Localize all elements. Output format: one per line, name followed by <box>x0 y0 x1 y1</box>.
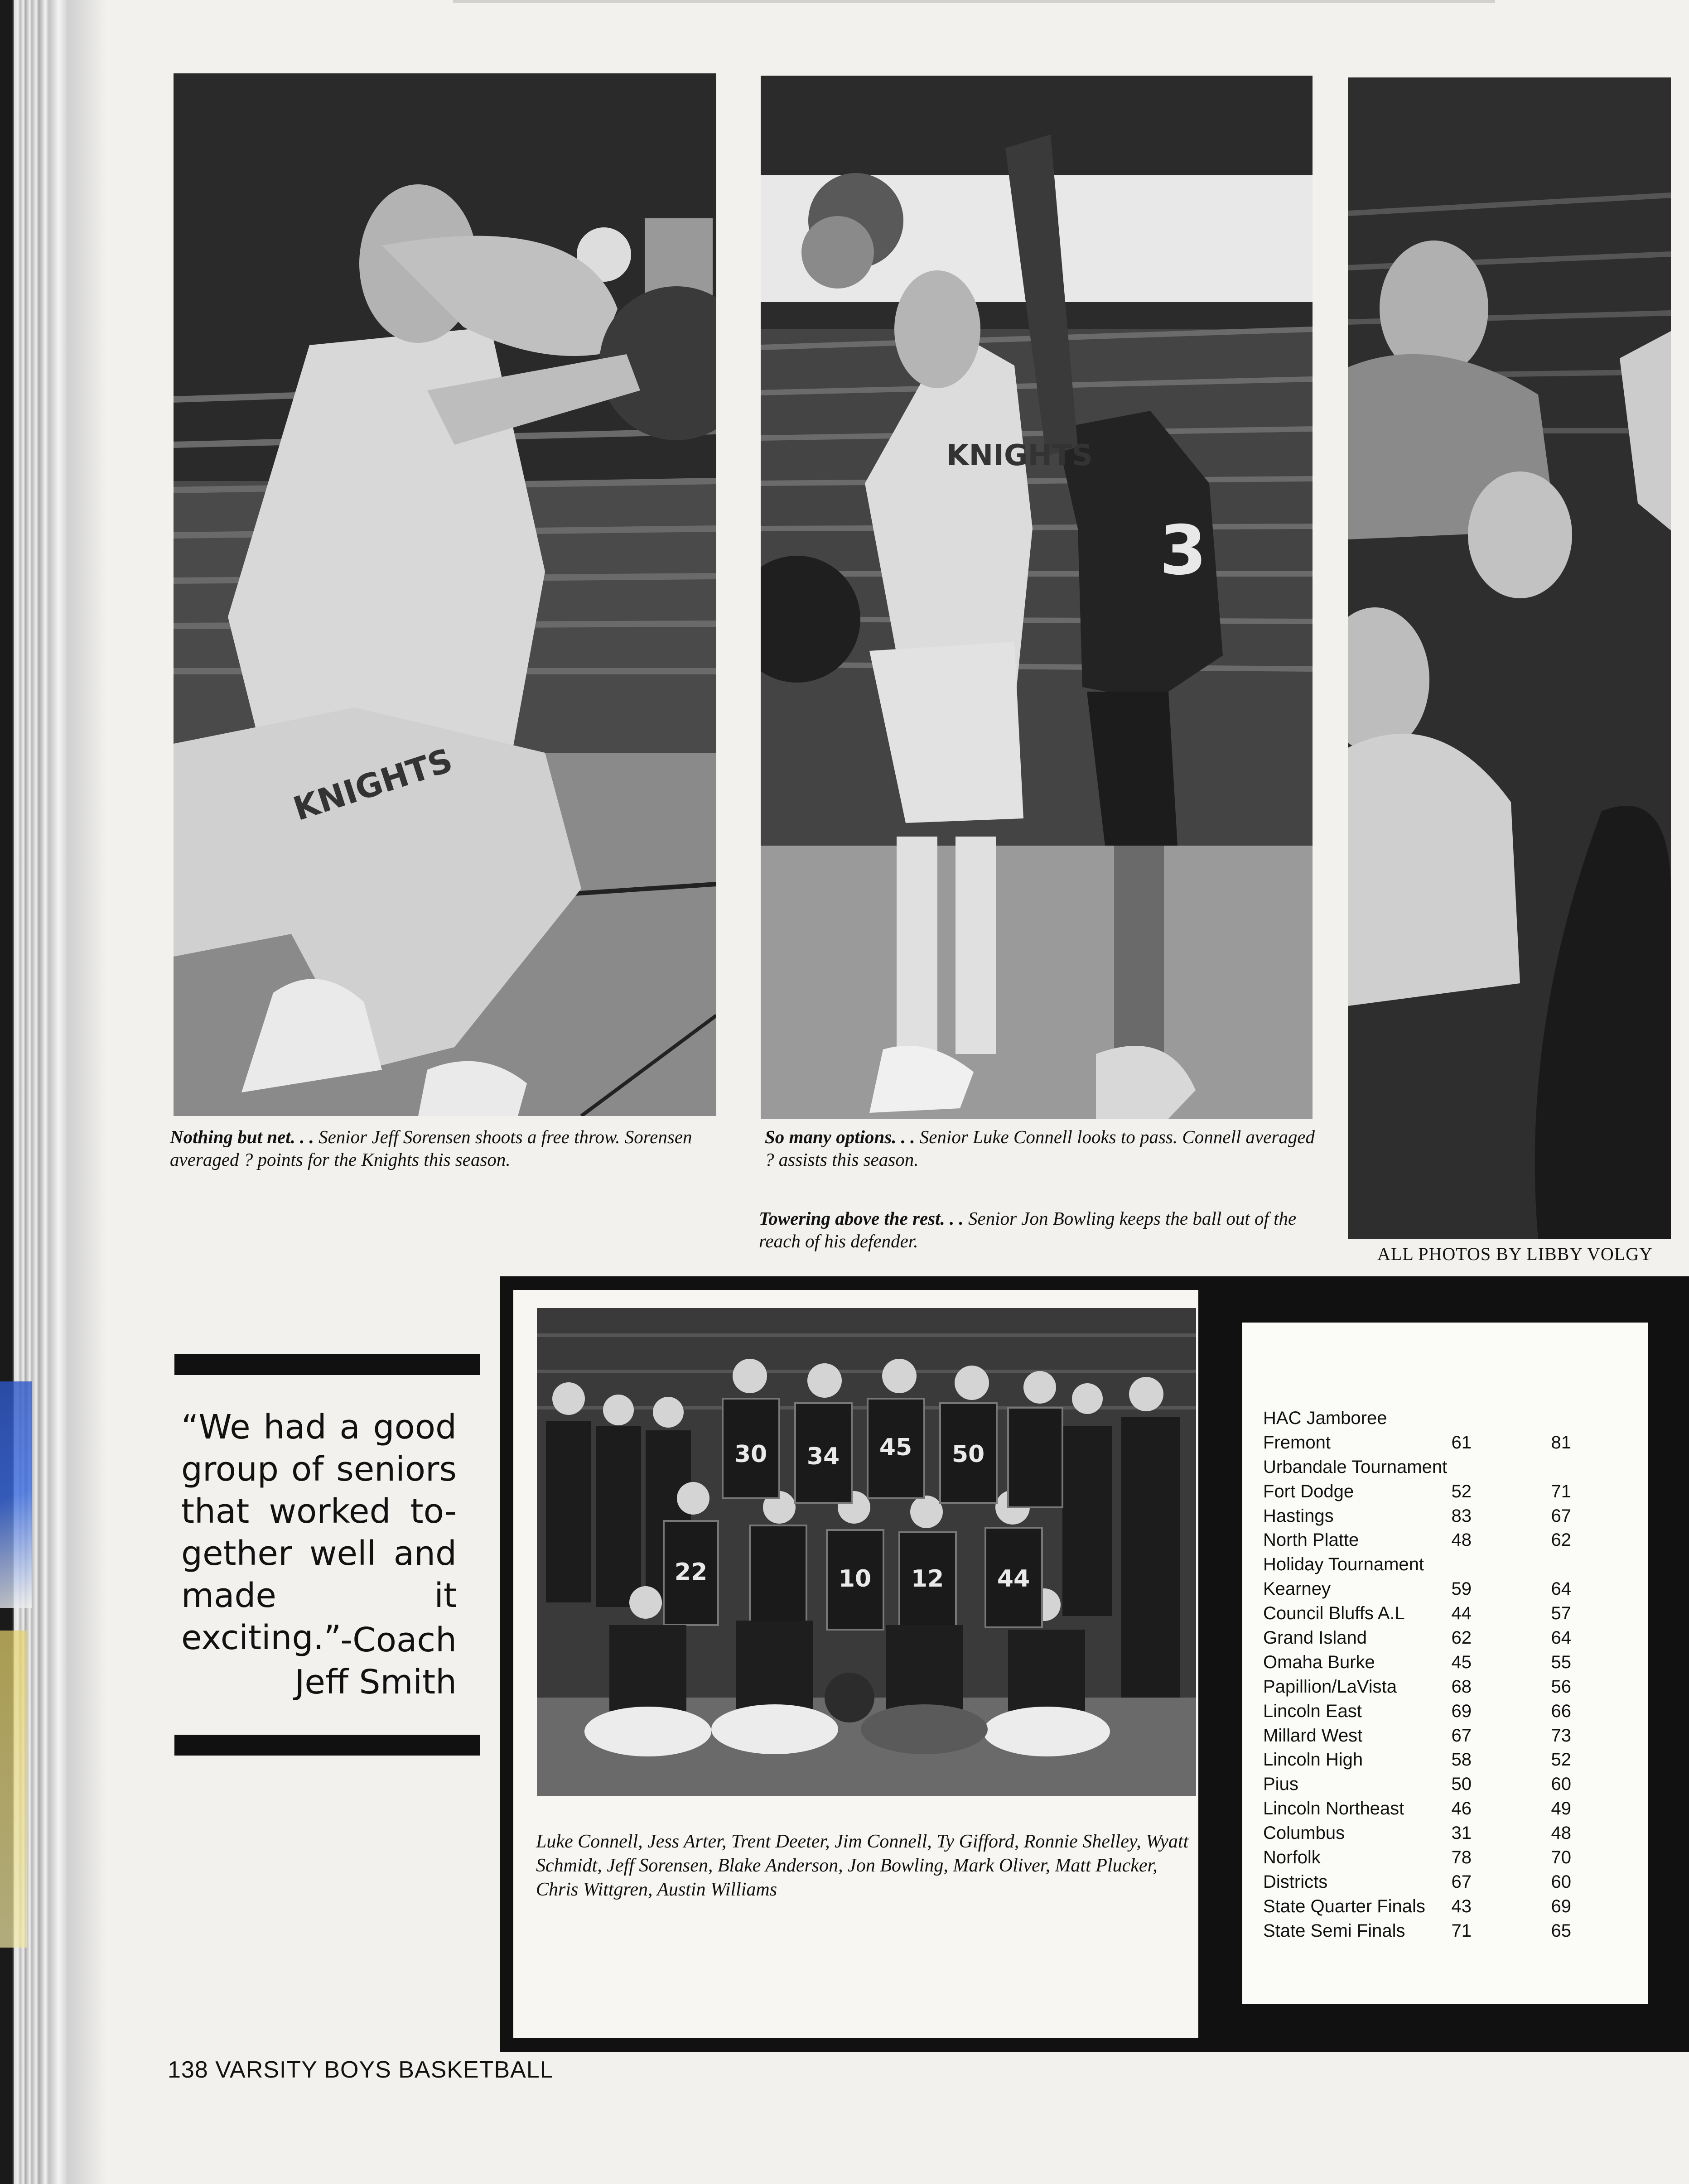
quote-bottom-bar <box>174 1735 480 1756</box>
score-knights: 69 <box>1451 1701 1472 1721</box>
score-knights: 62 <box>1451 1628 1472 1648</box>
photo-looks-to-pass <box>761 76 1313 1119</box>
score-opponent: 48 <box>1551 1823 1571 1843</box>
opponent: Holiday Tournament <box>1263 1554 1424 1575</box>
score-opponent: 70 <box>1551 1847 1571 1868</box>
score-opponent: 81 <box>1551 1432 1571 1453</box>
photo-towering <box>1348 77 1671 1239</box>
score-opponent: 73 <box>1551 1725 1571 1746</box>
page-footer: 138 VARSITY BOYS BASKETBALL <box>168 2057 554 2083</box>
jersey-text-knights: KNIGHTS <box>289 741 457 828</box>
jersey-number-44: 44 <box>997 1565 1030 1592</box>
opponent: Millard West <box>1263 1725 1363 1746</box>
attribution-line-1: -Coach <box>340 1621 457 1660</box>
score-knights: 46 <box>1451 1799 1472 1819</box>
opponent: Grand Island <box>1263 1628 1367 1648</box>
quote-top-bar <box>174 1354 480 1375</box>
schedule-row <box>1263 1919 1589 1943</box>
yellow-stain <box>0 1631 27 1948</box>
schedule-row <box>1263 1821 1589 1846</box>
opponent: Hastings <box>1263 1506 1334 1526</box>
schedule-row <box>1263 1602 1589 1626</box>
schedule-row <box>1263 1699 1589 1724</box>
score-knights: 67 <box>1451 1871 1472 1892</box>
opponent: State Quarter Finals <box>1263 1896 1425 1916</box>
blue-ink-mark <box>0 1381 32 1608</box>
score-knights: 68 <box>1451 1676 1472 1697</box>
opponent: Lincoln East <box>1263 1701 1362 1721</box>
caption-photo2 <box>765 1126 1315 1171</box>
schedule-row <box>1263 1504 1589 1529</box>
schedule-row <box>1263 1724 1589 1748</box>
caption-photo1 <box>170 1126 720 1171</box>
photo-free-throw <box>174 73 716 1116</box>
schedule-row <box>1263 1626 1589 1650</box>
jersey-number-34: 34 <box>806 1443 840 1470</box>
opponent: North Platte <box>1263 1530 1359 1550</box>
score-opponent: 65 <box>1551 1920 1571 1941</box>
schedule-row <box>1263 1797 1589 1821</box>
score-knights: 44 <box>1451 1603 1472 1624</box>
schedule-row <box>1263 1748 1589 1772</box>
score-knights: 52 <box>1451 1481 1472 1501</box>
opponent: Norfolk <box>1263 1847 1321 1868</box>
schedule-row <box>1263 1553 1589 1577</box>
score-knights: 50 <box>1451 1774 1472 1794</box>
caption-photo3 <box>759 1207 1316 1252</box>
opponent: Fort Dodge <box>1263 1481 1354 1501</box>
score-opponent: 69 <box>1551 1896 1571 1916</box>
score-knights: 58 <box>1451 1750 1472 1770</box>
score-opponent: 66 <box>1551 1701 1571 1721</box>
score-opponent: 62 <box>1551 1530 1571 1550</box>
team-roster-names: Luke Connell, Jess Arter, Trent Deeter, Jim Connell, Ty Gifford, Ronnie Shelley, Wyatt Schmidt, Jeff Sorensen, Blake Anderson, Jon Bowling, Mark Oliver, Matt Plucker, Chris Wittgren, Austin Williams <box>536 1831 1189 1900</box>
caption-text: Senior Luke Connell looks to pass. Connell averaged ? assists this season. <box>765 1126 1315 1170</box>
score-knights: 59 <box>1451 1579 1472 1599</box>
opponent: Papillion/LaVista <box>1263 1676 1397 1697</box>
score-opponent: 57 <box>1551 1603 1571 1624</box>
schedule-row <box>1263 1480 1589 1504</box>
opponent: Districts <box>1263 1871 1328 1892</box>
jersey-number-22: 22 <box>674 1559 708 1586</box>
score-opponent: 60 <box>1551 1871 1571 1892</box>
schedule-row <box>1263 1577 1589 1602</box>
caption-text: Senior Jon Bowling keeps the ball out of the reach of his defender. <box>759 1208 1297 1251</box>
schedule-row <box>1263 1675 1589 1699</box>
score-knights: 48 <box>1451 1530 1472 1550</box>
caption-text: Senior Jeff Sorensen shoots a free throw. Sorensen averaged ? points for the Knights this season. <box>170 1126 692 1170</box>
jersey-number-45: 45 <box>879 1434 912 1461</box>
score-opponent: 64 <box>1551 1628 1571 1648</box>
schedule-row <box>1263 1528 1589 1553</box>
schedule-row <box>1263 1870 1589 1895</box>
score-opponent: 52 <box>1551 1750 1571 1770</box>
opponent: Lincoln Northeast <box>1263 1799 1404 1819</box>
opponent: Lincoln High <box>1263 1750 1363 1770</box>
score-knights: 71 <box>1451 1920 1472 1941</box>
score-opponent: 49 <box>1551 1799 1571 1819</box>
score-opponent: 55 <box>1551 1652 1571 1672</box>
schedule-row <box>1263 1650 1589 1675</box>
score-knights: 31 <box>1451 1823 1472 1843</box>
opponent: State Semi Finals <box>1263 1920 1405 1941</box>
jersey-number-50: 50 <box>951 1441 985 1468</box>
jersey-number-30: 30 <box>734 1441 767 1468</box>
caption-lead: So many options. . . <box>765 1126 915 1147</box>
photo-credit: ALL PHOTOS BY LIBBY VOLGY <box>1377 1244 1653 1264</box>
schedule-row <box>1263 1455 1589 1480</box>
quote-attribution <box>254 1619 457 1703</box>
score-knights: 45 <box>1451 1652 1472 1672</box>
score-knights: 78 <box>1451 1847 1472 1868</box>
score-opponent: 71 <box>1551 1481 1571 1501</box>
opponent: Urbandale Tournament <box>1263 1457 1448 1477</box>
opponent: Columbus <box>1263 1823 1345 1843</box>
score-knights: 83 <box>1451 1506 1472 1526</box>
caption-lead: Towering above the rest. . . <box>759 1208 964 1229</box>
jersey-number-10: 10 <box>838 1565 872 1592</box>
opponent: Pius <box>1263 1774 1298 1794</box>
score-knights: 61 <box>1451 1432 1472 1453</box>
top-rule <box>453 0 1495 3</box>
score-opponent: 60 <box>1551 1774 1571 1794</box>
jersey-text-knights-2: KNIGHTS <box>946 439 1093 472</box>
score-opponent: 64 <box>1551 1579 1571 1599</box>
coach-quote: “We had a good group of seniors that worked to-gether well and made it exciting.” <box>181 1408 457 1657</box>
schedule-results <box>1263 1406 1589 1943</box>
schedule-row <box>1263 1772 1589 1797</box>
opponent: Omaha Burke <box>1263 1652 1375 1672</box>
jersey-number-12: 12 <box>911 1565 944 1592</box>
schedule-row <box>1263 1846 1589 1870</box>
attribution-line-2: Jeff Smith <box>294 1663 457 1702</box>
score-opponent: 56 <box>1551 1676 1571 1697</box>
schedule-row <box>1263 1895 1589 1919</box>
score-knights: 67 <box>1451 1725 1472 1746</box>
score-knights: 43 <box>1451 1896 1472 1916</box>
schedule-row <box>1263 1406 1589 1431</box>
team-photo <box>537 1308 1196 1796</box>
schedule-row <box>1263 1431 1589 1455</box>
jersey-number-3: 3 <box>1159 511 1207 590</box>
opponent: Council Bluffs A.L <box>1263 1603 1405 1624</box>
opponent: HAC Jamboree <box>1263 1408 1387 1428</box>
opponent: Fremont <box>1263 1432 1331 1453</box>
opponent: Kearney <box>1263 1579 1331 1599</box>
score-opponent: 67 <box>1551 1506 1571 1526</box>
caption-lead: Nothing but net. . . <box>170 1126 314 1147</box>
